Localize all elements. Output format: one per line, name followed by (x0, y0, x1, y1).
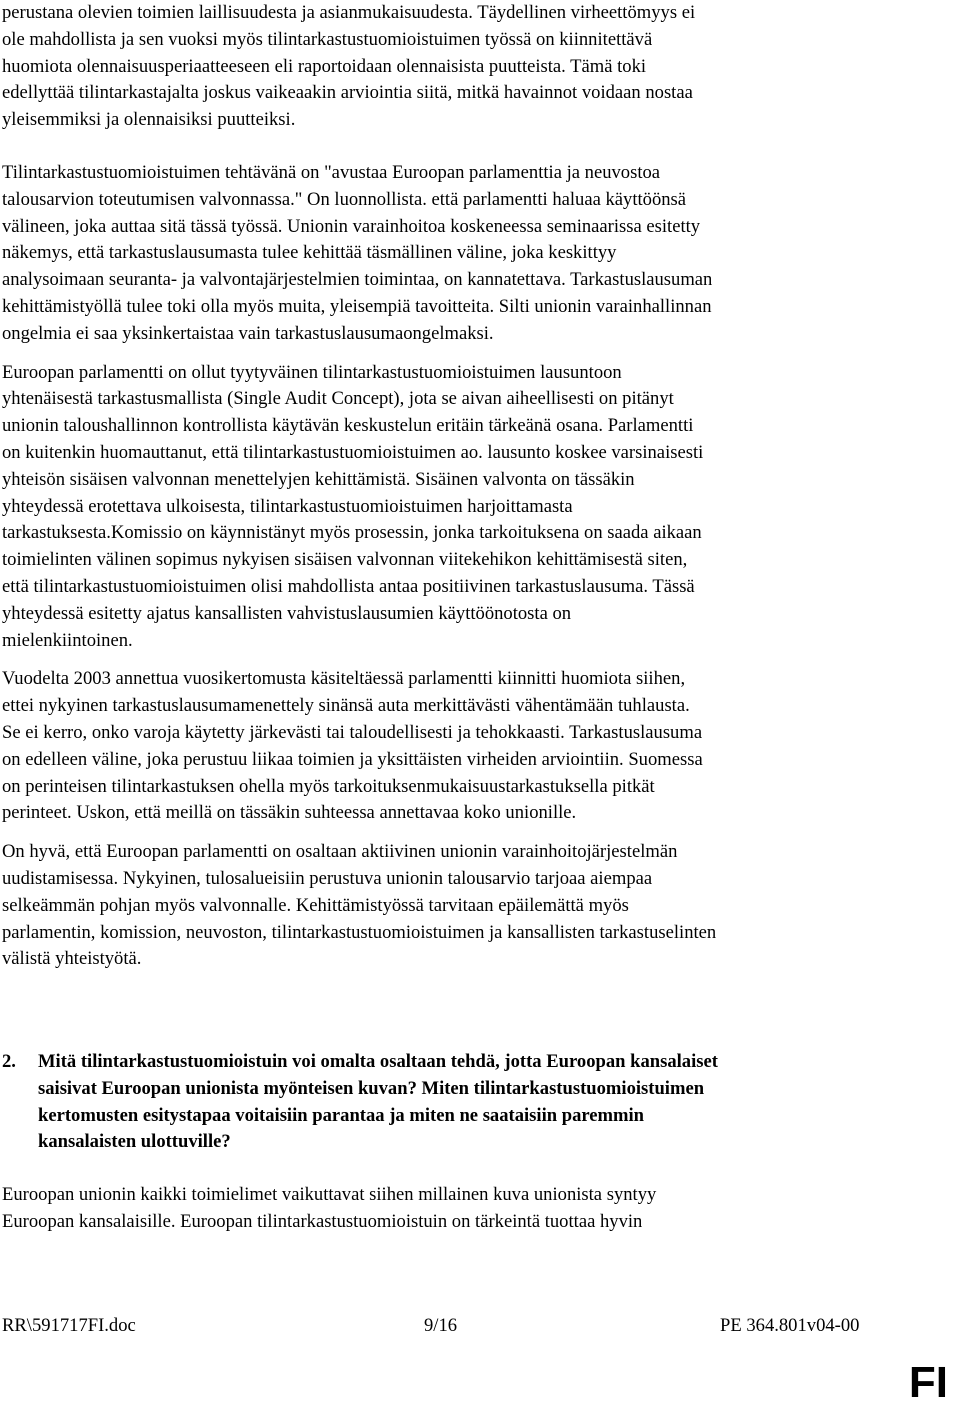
text-line: näkemys, että tarkastuslausumasta tulee kehittää täsmällinen väline, joka keskittyy (2, 242, 617, 264)
text-line: tarkastuksesta.Komissio on käynnistänyt myös prosessin, jonka tarkoituksena on saada aikaan (2, 522, 702, 544)
page-footer (2, 1313, 952, 1343)
text-line: Tilintarkastustuomioistuimen tehtävänä on "avustaa Euroopan parlamenttia ja neuvostoa (2, 161, 661, 183)
text-line: kehittämistyöllä tulee toki olla myös muita, yleisempiä tavoitteita. Silti unionin varainhallinnan (2, 295, 712, 317)
text-line: ongelmia ei saa yksinkertaistaa vain tarkastuslausumaongelmaksi. (2, 322, 494, 344)
document-reference: RR\591717FI.doc (2, 1315, 136, 1336)
document-body (2, 0, 952, 1236)
text-line: että tilintarkastustuomioistuimen olisi mahdollista antaa positiivinen tarkastuslausuma. Tässä (2, 575, 695, 597)
question-2 (2, 1049, 952, 1156)
text-line: unionin taloushallinnon kontrollista käytävän keskustelun eritäin tärkeänä osana. Parlamentti (2, 415, 694, 437)
text-line: On hyvä, että Euroopan parlamentti on osaltaan aktiivinen unionin varainhoitojärjestelmän (2, 841, 678, 863)
paragraph-annual-report-2003 (2, 666, 952, 827)
text-line: Vuodelta 2003 annettua vuosikertomusta käsiteltäessä parlamentti kiinnitti huomiota siihen, (2, 668, 686, 690)
question-line: kertomusten esitystapaa voitaisiin parantaa ja miten ne saataisiin paremmin (38, 1104, 645, 1126)
paragraph-court-task (2, 160, 952, 348)
text-line: ettei nykyinen tarkastuslausumamenettely sinänsä auta merkittävästi vähentämään tuhlausta. (2, 695, 690, 717)
language-tag: FI (908, 1358, 948, 1407)
question-line: kansalaisten ulottuville? (38, 1131, 231, 1153)
text-line: talousarvion toteutumisen valvonnassa." On luonnollista. että parlamentti haluaa käyttöönsä (2, 188, 687, 210)
paragraph-reform (2, 839, 952, 973)
pe-reference: PE 364.801v04-00 (720, 1315, 860, 1336)
text-line: Euroopan parlamentti on ollut tyytyväinen tilintarkastustuomioistuimen lausuntoon (2, 361, 622, 383)
text-line: on edelleen väline, joka perustuu liikaa toimien ja yksittäisten virheiden arviointiin. Suomessa (2, 748, 703, 770)
text-line: Euroopan kansalaisille. Euroopan tilintarkastustuomioistuin on tärkeintä tuottaa hyvin (2, 1211, 643, 1233)
text-line: selkeämmän pohjan myös valvonnalle. Kehittämistyössä tarvitaan epäilemättä myös (2, 894, 629, 916)
text-line: parlamentin, komission, neuvoston, tilintarkastustuomioistuimen ja kansallisten tarkastuselinten (2, 921, 717, 943)
text-line: huomiota olennaisuusperiaatteeseen eli raportoidaan olennaisista puutteista. Tämä toki (2, 55, 647, 77)
text-line: edellyttää tilintarkastajalta joskus vaikeaakin arviointia siitä, mitkä havainnot voidaan nostaa (2, 82, 693, 104)
text-line: uudistamisessa. Nykyinen, tulosalueisiin perustuva unionin talousarvio tarjoaa aiempaa (2, 867, 653, 889)
text-line: yhtenäisestä tarkastusmallista (Single Audit Concept), jota se aivan aiheellisesti on pitänyt (2, 388, 674, 410)
text-line: on kuitenkin huomauttanut, että tilintarkastustuomioistuimen ao. lausunto koskee varsinaisesti (2, 441, 704, 463)
text-line: yleisemmiksi ja olennaisiksi puutteiksi. (2, 109, 296, 131)
text-line: välineen, joka auttaa sitä tässä työssä. Unionin varainhoitoa koskeneessa seminaarissa esitetty (2, 215, 701, 237)
text-line: on perinteisen tilintarkastuksen ohella myös tarkoituksenmukaisuustarkastuksella pitkät (2, 775, 655, 797)
text-line: yhteisön sisäisen valvonnan menettelyjen kehittämistä. Sisäinen valvonta on tässäkin (2, 468, 635, 490)
text-line: mielenkiintoinen. (2, 629, 133, 651)
text-line: perustana olevien toimien laillisuudesta ja asianmukaisuudesta. Täydellinen virheettömyys ei (2, 2, 696, 23)
question-line: saisivat Euroopan unionista myönteisen kuvan? Miten tilintarkastustuomioistuimen (38, 1077, 705, 1099)
text-line: yhteydessä erotettava ulkoisesta, tilintarkastustuomioistuimen harjoittamasta (2, 495, 573, 517)
paragraph-single-audit (2, 360, 952, 655)
text-line: perinteet. Uskon, että meillä on tässäkin suhteessa annettavaa koko unionille. (2, 802, 577, 824)
paragraph-answer (2, 1182, 952, 1236)
question-line: Mitä tilintarkastustuomioistuin voi omalta osaltaan tehdä, jotta Euroopan kansalaiset (38, 1051, 718, 1073)
paragraph-audit-materiality (2, 0, 952, 134)
text-line: välistä yhteistyötä. (2, 948, 142, 970)
question-number: 2. (2, 1051, 16, 1073)
text-line: toimielinten välinen sopimus nykyisen sisäisen valvonnan viitekehikon kehittämisestä siten, (2, 549, 688, 571)
text-line: ole mahdollista ja sen vuoksi myös tilintarkastustuomioistuimen työssä on kiinnitettävä (2, 28, 653, 50)
text-line: Euroopan unionin kaikki toimielimet vaikuttavat siihen millainen kuva unionista syntyy (2, 1184, 657, 1206)
text-line: Se ei kerro, onko varoja käytetty järkevästi tai taloudellisesti ja tehokkaasti. Tarkastuslausuma (2, 721, 703, 743)
text-line: analysoimaan seuranta- ja valvontajärjestelmien toimintaa, on kannatettava. Tarkastuslausuman (2, 269, 713, 291)
text-line: yhteydessä esitetty ajatus kansallisten vahvistuslausumien käyttöönotosta on (2, 602, 572, 624)
page-number: 9/16 (424, 1315, 458, 1336)
